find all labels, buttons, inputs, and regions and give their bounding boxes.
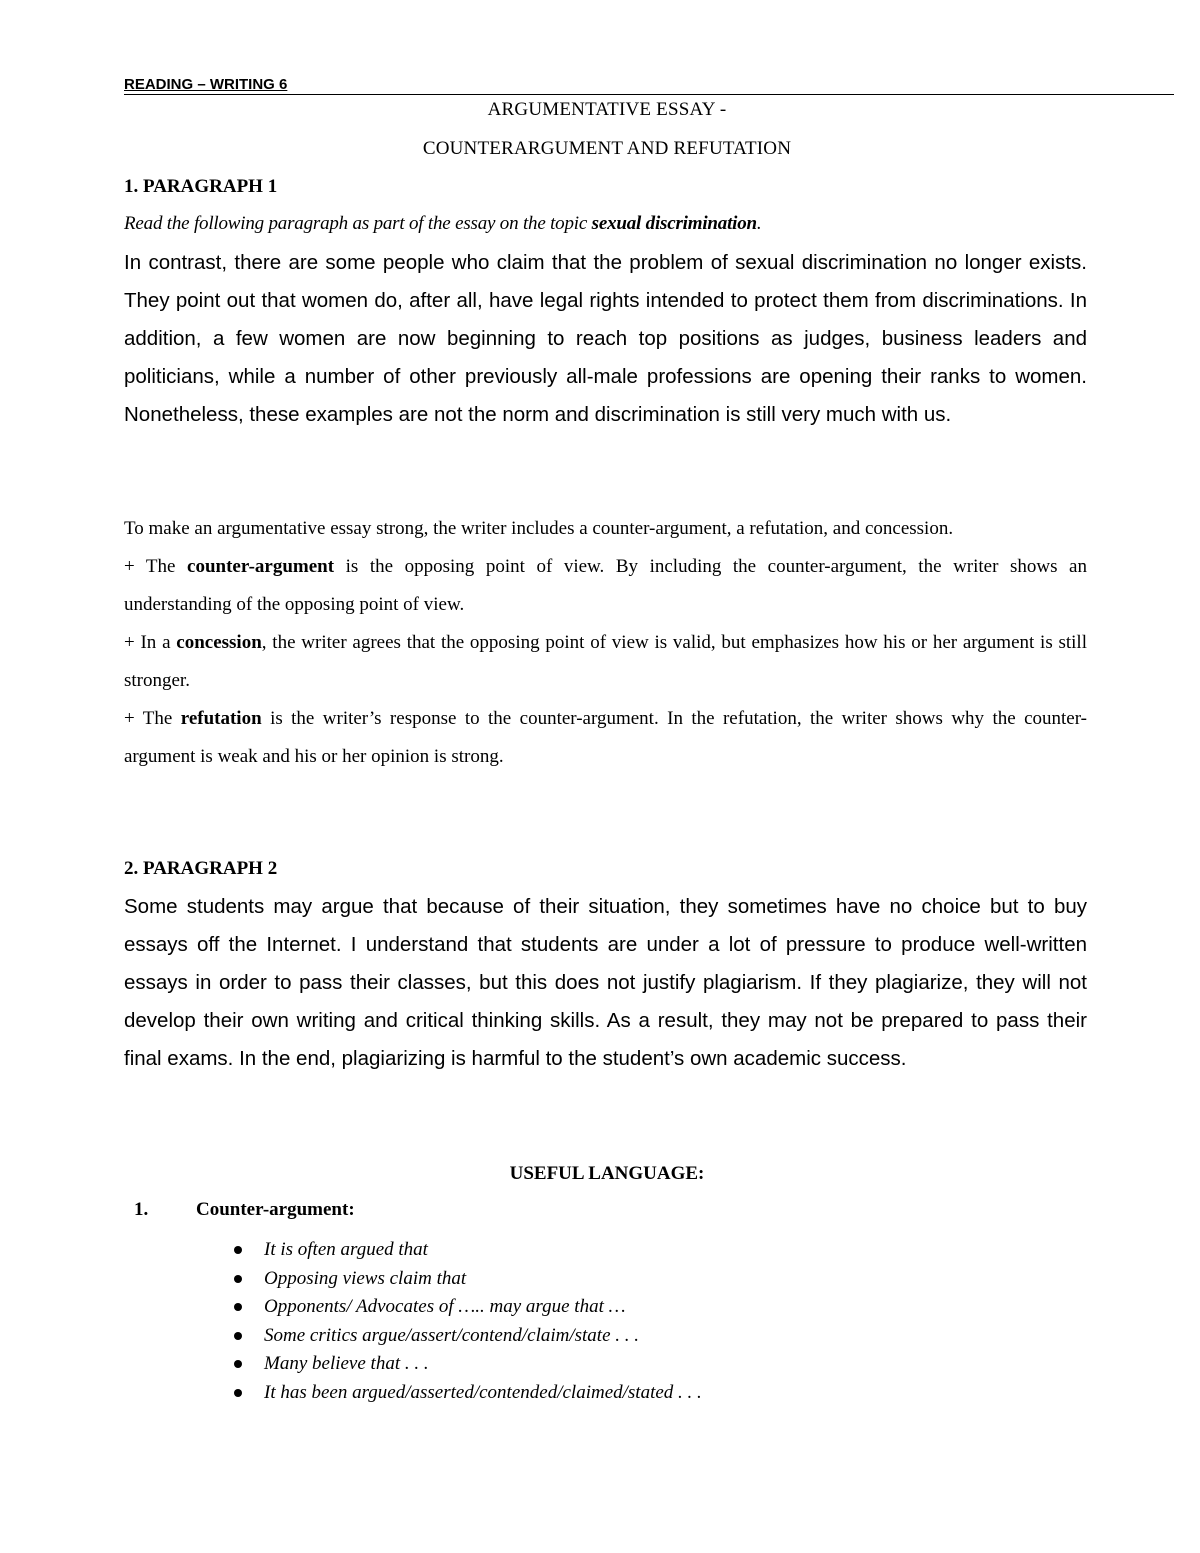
bullet-icon [234, 1275, 242, 1283]
refutation-prefix: + The [124, 708, 181, 729]
bullet-icon [234, 1332, 242, 1340]
explanation-refutation [124, 700, 1087, 776]
useful-phrases-list [226, 1236, 702, 1408]
document-title-line-1: ARGUMENTATIVE ESSAY - [487, 99, 727, 120]
concession-prefix: + In a [124, 632, 177, 653]
list-item [226, 1236, 702, 1265]
refutation-text: is the writer’s response to the counter-argument. In the refutation, the writer shows why the counter-argument is weak and his or her opinion is strong. [124, 708, 1087, 767]
counter-text: is the opposing point of view. By including the counter-argument, the writer shows an understanding of the opposing point of view. [124, 556, 1087, 615]
explanation-counter-argument [124, 548, 1087, 624]
explanation-concession [124, 624, 1087, 700]
counter-prefix: + The [124, 556, 188, 577]
header-rule [124, 94, 1174, 95]
phrase-text: Opponents/ Advocates of ….. may argue that … [264, 1296, 626, 1318]
section-1-instruction [124, 213, 1104, 235]
bullet-icon [234, 1389, 242, 1397]
list-item [226, 1293, 702, 1322]
course-header: READING – WRITING 6 [124, 76, 288, 93]
useful-language-title: USEFUL LANGUAGE: [509, 1163, 705, 1184]
instruction-suffix: . [756, 213, 762, 234]
page-header [124, 76, 1174, 96]
list-item [226, 1350, 702, 1379]
bullet-icon [234, 1246, 242, 1254]
section-2-paragraph: Some students may argue that because of their situation, they sometimes have no choice but to buy essays off the Internet. I understand that students are under a lot of pressure to produce well-written essays in order to pass their classes, but this does not justify plagiarism. If they plagiarize, they will not develop their own writing and critical thinking skills. As a result, they may not be prepared to pass their final exams. In the end, plagiarizing is harmful to the student’s own academic success. [124, 895, 1087, 1070]
section-1-paragraph: In contrast, there are some people who claim that the problem of sexual discrimination no longer exists. They point out that women do, after all, have legal rights intended to protect them from discriminations. In addition, a few women are now beginning to reach top positions as judges, business leaders and politicians, while a number of other previously all-male professions are opening their ranks to women. Nonetheless, these examples are not the norm and discrimination is still very much with us. [124, 251, 1087, 426]
explanation-block [124, 510, 1087, 776]
concession-text: , the writer agrees that the opposing point of view is valid, but emphasizes how his or her argument is still stronger. [124, 632, 1087, 691]
section-2-heading: 2. PARAGRAPH 2 [124, 858, 278, 879]
instruction-topic: sexual discrimination [591, 213, 757, 234]
bullet-icon [234, 1303, 242, 1311]
subheading-number: 1. [134, 1199, 149, 1220]
counter-term: counter-argument [187, 556, 335, 577]
concession-term: concession [176, 632, 262, 653]
list-item [226, 1265, 702, 1294]
phrase-text: Opposing views claim that [264, 1267, 467, 1289]
subheading-title: Counter-argument: [196, 1199, 355, 1220]
instruction-prefix: Read the following paragraph as part of the essay on the topic [124, 213, 592, 234]
explanation-intro: To make an argumentative essay strong, the writer includes a counter-argument, a refutation, and concession. [124, 518, 954, 539]
phrase-text: It is often argued that [264, 1239, 428, 1260]
document-title-line-2: COUNTERARGUMENT AND REFUTATION [422, 138, 792, 159]
phrase-text: It has been argued/asserted/contended/claimed/stated . . . [264, 1381, 702, 1403]
phrase-text: Many believe that . . . [264, 1353, 429, 1375]
list-item [226, 1322, 702, 1351]
phrase-text: Some critics argue/assert/contend/claim/state . . . [264, 1324, 640, 1346]
counter-argument-subheading [134, 1199, 355, 1221]
bullet-icon [234, 1360, 242, 1368]
refutation-term: refutation [180, 708, 262, 729]
section-1-heading: 1. PARAGRAPH 1 [124, 176, 278, 197]
list-item [226, 1379, 702, 1408]
